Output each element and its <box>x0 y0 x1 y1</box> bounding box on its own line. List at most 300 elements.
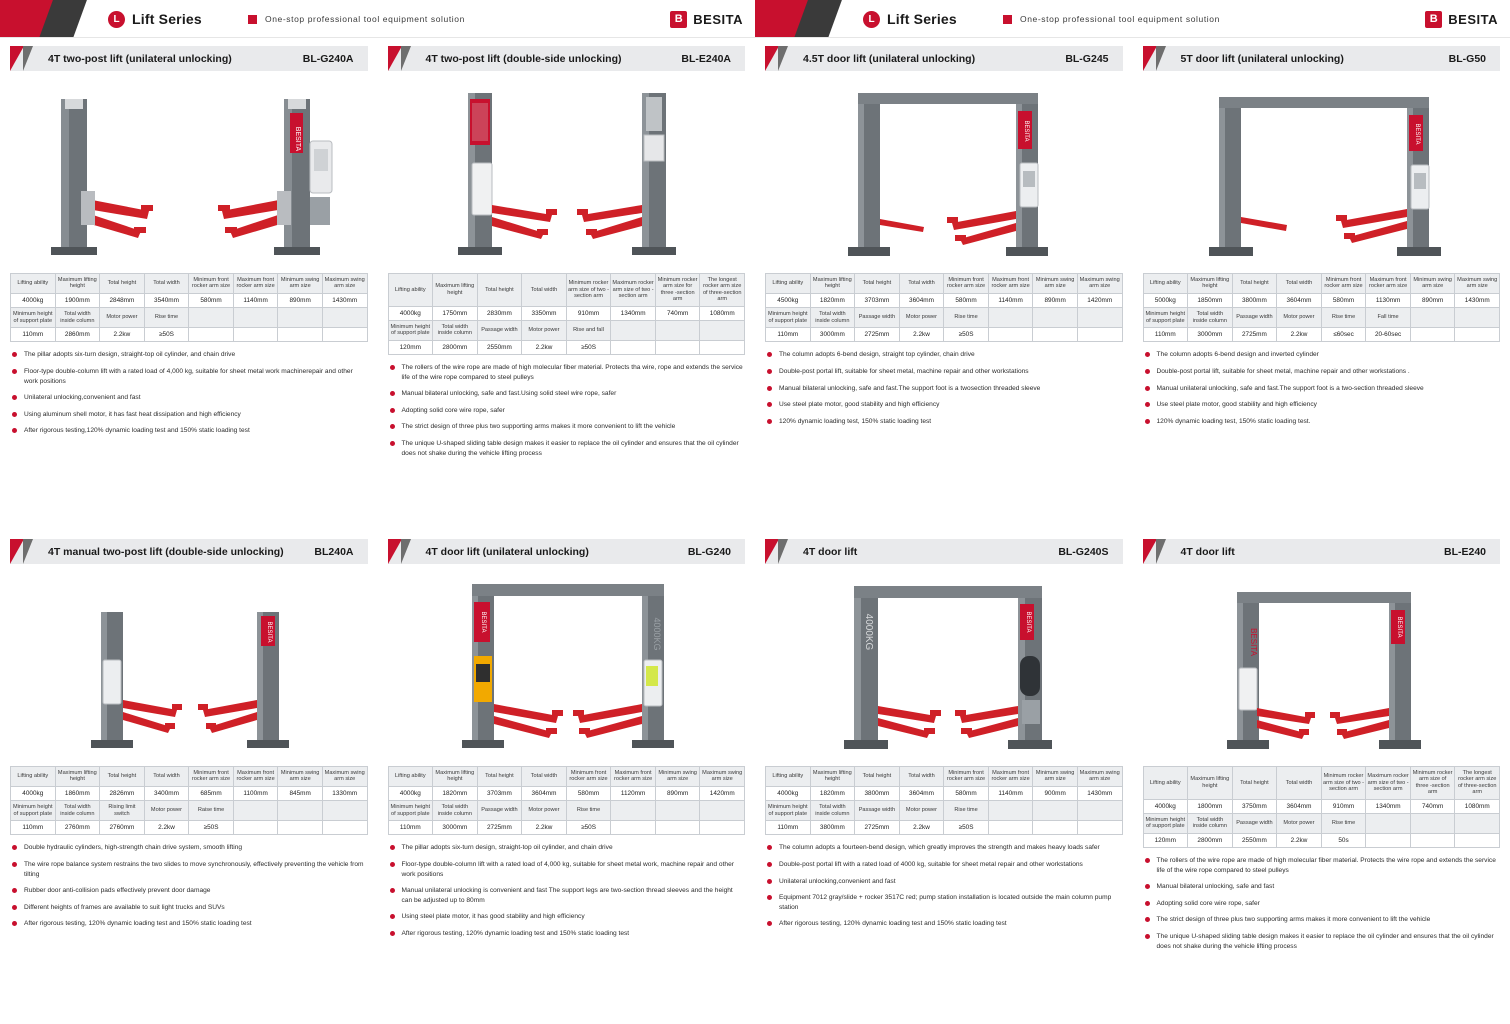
td: 1130mm <box>1366 293 1411 307</box>
table-row <box>766 328 1123 342</box>
list-item: 120% dynamic loading test, 150% static loading test <box>765 417 1123 427</box>
td: 2550mm <box>477 340 522 354</box>
th: Maximum lifting height <box>55 274 100 294</box>
table-row <box>766 293 1123 307</box>
td: 2.2kw <box>1277 833 1322 847</box>
th <box>233 801 278 821</box>
table-row <box>1143 274 1500 294</box>
th: Maximum swing arm size <box>1077 274 1122 294</box>
td: 890mm <box>278 293 323 307</box>
th: Total height <box>855 767 900 787</box>
th <box>611 801 656 821</box>
th: Total height <box>1232 767 1277 800</box>
svg-text:BESITA: BESITA <box>1414 123 1421 145</box>
td: 1750mm <box>433 306 478 320</box>
td: 3800mm <box>1232 293 1277 307</box>
list-item: Unilateral unlocking,convenient and fast <box>10 393 368 403</box>
th: Minimum height of support plate <box>11 308 56 328</box>
th: Passage width <box>1232 308 1277 328</box>
th: Maximum lifting height <box>810 274 855 294</box>
list-item: The wire rope balance system restrains the two slides to move synchronously, effectively preventing the vehicle from tilting <box>10 860 368 879</box>
td: 2.2kw <box>144 821 189 835</box>
td: 2800mm <box>1188 833 1233 847</box>
list-item: Use steel plate motor, good stability and high efficiency <box>765 400 1123 410</box>
header-title: Lift Series <box>132 11 202 27</box>
td: 580mm <box>189 293 234 307</box>
td: 2.2kw <box>522 821 567 835</box>
page-header-left <box>0 0 755 38</box>
spec-table <box>388 273 746 355</box>
td: 910mm <box>1321 799 1366 813</box>
th: Total width inside column <box>55 308 100 328</box>
td: 890mm <box>1033 293 1078 307</box>
table-row <box>1143 767 1500 800</box>
th: Maximum swing arm size <box>700 767 745 787</box>
feature-list <box>1143 856 1501 951</box>
th: Minimum front rocker arm size <box>944 767 989 787</box>
th: Lifting ability <box>388 767 433 787</box>
product-title: 4T two-post lift (unilateral unlocking) <box>48 52 232 65</box>
svg-text:4000KG: 4000KG <box>652 617 663 651</box>
product-image <box>10 570 368 762</box>
list-item: Manual bilateral unlocking, safe and fast <box>1143 882 1501 892</box>
td: 110mm <box>766 821 811 835</box>
th: Passage width <box>855 801 900 821</box>
td: 580mm <box>566 786 611 800</box>
th: Passage width <box>1232 814 1277 834</box>
td: 2760mm <box>100 821 145 835</box>
list-item: The rollers of the wire rope are made of high molecular fiber material. Protects tha wire, rope and extends the service life of the wire rope compared to steel pulleys <box>388 363 746 382</box>
td: 3000mm <box>810 328 855 342</box>
td <box>700 340 745 354</box>
th: Maximum front rocker arm size <box>1366 274 1411 294</box>
door-lift-illustration <box>784 79 1104 269</box>
td: 580mm <box>944 293 989 307</box>
title-flag-icon <box>388 539 418 564</box>
td: 3350mm <box>522 306 567 320</box>
th <box>1033 308 1078 328</box>
th <box>700 801 745 821</box>
th: Lifting ability <box>766 274 811 294</box>
td <box>655 821 700 835</box>
th: Raise time <box>189 801 234 821</box>
td <box>233 328 278 342</box>
th: Rise time <box>944 801 989 821</box>
list-item: The unique U-shaped sliding table design makes it easier to replace the oil cylinder and ensures that the oil cylinder does not shake during the vehicle lifting process <box>388 439 746 458</box>
door-lift-illustration <box>406 572 726 762</box>
th: Rise time <box>1321 308 1366 328</box>
td: 740mm <box>655 306 700 320</box>
td: 2760mm <box>55 821 100 835</box>
list-item: Floor-type double-column lift with a rated load of 4,000 kg, suitable for sheet metal work machinerepair and other work positions <box>10 367 368 386</box>
th: Minimum height of support plate <box>1143 814 1188 834</box>
td: 1140mm <box>233 293 278 307</box>
table-row <box>388 306 745 320</box>
th <box>278 308 323 328</box>
td: ≥50S <box>944 328 989 342</box>
table-row <box>1143 293 1500 307</box>
th <box>988 308 1033 328</box>
th: Total width inside column <box>55 801 100 821</box>
product-image <box>388 570 746 762</box>
td: 3604mm <box>899 293 944 307</box>
td: 1800mm <box>1188 799 1233 813</box>
td: 2725mm <box>477 821 522 835</box>
td: 1080mm <box>1455 799 1500 813</box>
th: Motor power <box>522 321 567 341</box>
th: Total width inside column <box>433 801 478 821</box>
td: 4000kg <box>11 786 56 800</box>
product-model: BL-G240S <box>1058 545 1109 558</box>
td: 1340mm <box>1366 799 1411 813</box>
two-post-lift-illustration <box>406 79 726 269</box>
th <box>1455 308 1500 328</box>
th <box>233 308 278 328</box>
td: 2860mm <box>55 328 100 342</box>
td: 2550mm <box>1232 833 1277 847</box>
th: Maximum lifting height <box>1188 767 1233 800</box>
feature-list <box>10 350 368 435</box>
product-model: BL-G240A <box>302 52 354 65</box>
th: Total width <box>144 767 189 787</box>
list-item: Manual unilateral unlocking, safe and fast.The support foot is a two-section threaded sleeve <box>1143 384 1501 394</box>
th: Minimum front rocker arm size <box>1321 274 1366 294</box>
spec-table <box>10 273 368 342</box>
th: Total width inside column <box>810 801 855 821</box>
td: 2.2kw <box>1277 328 1322 342</box>
product-title-bar <box>765 539 1123 564</box>
td: 1850mm <box>1188 293 1233 307</box>
spec-table <box>765 273 1123 342</box>
th: Maximum lifting height <box>433 274 478 307</box>
td: 1100mm <box>233 786 278 800</box>
product-card <box>1133 38 1510 531</box>
td: 120mm <box>388 340 433 354</box>
besita-mark-icon <box>1425 11 1442 28</box>
td: 3750mm <box>1232 799 1277 813</box>
product-title: 4.5T door lift (unilateral unlocking) <box>803 52 976 65</box>
spec-table <box>1143 766 1501 848</box>
list-item: After rigorous testing, 120% dynamic loading test and 150% static loading test <box>765 919 1123 929</box>
td: 3604mm <box>899 786 944 800</box>
th: Maximum front rocker arm size <box>988 274 1033 294</box>
table-row <box>11 274 368 294</box>
td: ≥50S <box>566 821 611 835</box>
table-row <box>11 801 368 821</box>
th: Lifting ability <box>11 767 56 787</box>
door-lift-illustration <box>1161 79 1481 269</box>
th: Maximum swing arm size <box>1077 767 1122 787</box>
td: 2.2kw <box>100 328 145 342</box>
th: Rise time <box>944 308 989 328</box>
list-item: Double-post portal lift, suitable for sheet metal, machine repair and other workstations <box>765 367 1123 377</box>
svg-text:BESITA: BESITA <box>1396 616 1403 638</box>
th <box>278 801 323 821</box>
door-lift-illustration <box>784 572 1104 762</box>
th: Motor power <box>144 801 189 821</box>
td: 1120mm <box>611 786 656 800</box>
th <box>1077 308 1122 328</box>
product-title: 4T door lift <box>1180 545 1235 558</box>
td: 20-60sec <box>1366 328 1411 342</box>
td: 1330mm <box>322 786 367 800</box>
list-item: After rigorous testing,120% dynamic loading test and 150% static loading test <box>10 426 368 436</box>
td <box>1410 328 1455 342</box>
th: Total width inside column <box>1188 814 1233 834</box>
th: Lifting ability <box>388 274 433 307</box>
th: Motor power <box>1277 308 1322 328</box>
th: Total height <box>100 274 145 294</box>
brand-name: BESITA <box>1448 11 1498 27</box>
product-image <box>765 77 1123 269</box>
feature-list <box>765 843 1123 928</box>
th: Passage width <box>477 801 522 821</box>
title-flag-icon <box>388 46 418 71</box>
th: Maximum rocker arm size of two -section arm <box>1366 767 1411 800</box>
th: Total width <box>1277 767 1322 800</box>
th: Maximum front rocker arm size <box>611 767 656 787</box>
th: Minimum height of support plate <box>766 308 811 328</box>
list-item: After rigorous testing, 120% dynamic loading test and 150% static loading test <box>10 919 368 929</box>
th: Fall time <box>1366 308 1411 328</box>
table-row <box>11 786 368 800</box>
th <box>1455 814 1500 834</box>
product-title: 4T door lift <box>803 545 858 558</box>
lift-badge-icon: L <box>108 11 125 28</box>
feature-list <box>388 843 746 938</box>
td <box>988 821 1033 835</box>
th: Minimum swing arm size <box>1033 274 1078 294</box>
table-row <box>388 786 745 800</box>
td <box>322 328 367 342</box>
th <box>1410 308 1455 328</box>
th: Total width inside column <box>433 321 478 341</box>
th: Total width <box>522 274 567 307</box>
td: ≥50S <box>566 340 611 354</box>
th: The longest rocker arm size of three-section arm <box>700 274 745 307</box>
product-model: BL240A <box>314 545 354 558</box>
product-model: BL-G50 <box>1448 52 1486 65</box>
td <box>278 821 323 835</box>
table-row <box>1143 814 1500 834</box>
table-row <box>388 274 745 307</box>
td: 3604mm <box>1277 293 1322 307</box>
th: Maximum lifting height <box>810 767 855 787</box>
th: Minimum rocker arm size of two -section arm <box>1321 767 1366 800</box>
td: 890mm <box>655 786 700 800</box>
product-card <box>755 38 1133 531</box>
td: 2725mm <box>855 821 900 835</box>
td: 685mm <box>189 786 234 800</box>
list-item: The unique U-shaped sliding table design makes it easier to replace the oil cylinder and ensures that the oil cylinder does not shake during the vehicle lifting process <box>1143 932 1501 951</box>
product-card <box>755 531 1133 1024</box>
th: Total height <box>477 274 522 307</box>
table-row <box>11 767 368 787</box>
td: 3400mm <box>144 786 189 800</box>
th: Maximum lifting height <box>55 767 100 787</box>
brand-logo <box>670 0 743 38</box>
list-item: The column adopts 6-bend design and inverted cylinder <box>1143 350 1501 360</box>
th: Minimum rocker arm size for three -section arm <box>655 274 700 307</box>
th <box>988 801 1033 821</box>
list-item: Equipment 7012 gray/slide + rocker 3517C red; pump station installation is located outside the main column pump station <box>765 893 1123 912</box>
table-row <box>388 801 745 821</box>
page-header-right <box>755 0 1510 38</box>
th: Minimum height of support plate <box>1143 308 1188 328</box>
th: Total height <box>477 767 522 787</box>
product-title: 5T door lift (unilateral unlocking) <box>1180 52 1344 65</box>
td: 1430mm <box>1077 786 1122 800</box>
th: Minimum rocker arm size of two -section arm <box>566 274 611 307</box>
th <box>322 308 367 328</box>
th <box>611 321 656 341</box>
th: Maximum swing arm size <box>1455 274 1500 294</box>
list-item: Double-post portal lift with a rated load of 4000 kg, suitable for sheet metal repair and other workstations <box>765 860 1123 870</box>
th <box>1366 814 1411 834</box>
td: 3703mm <box>477 786 522 800</box>
td: 2826mm <box>100 786 145 800</box>
list-item: Use steel plate motor, good stability and high efficiency <box>1143 400 1501 410</box>
td: ≥50S <box>144 328 189 342</box>
td <box>1033 328 1078 342</box>
product-title: 4T door lift (unilateral unlocking) <box>425 545 589 558</box>
product-title: 4T two-post lift (double-side unlocking) <box>425 52 622 65</box>
title-flag-icon <box>10 46 40 71</box>
th: Minimum swing arm size <box>1410 274 1455 294</box>
th <box>1077 801 1122 821</box>
td <box>1077 821 1122 835</box>
table-row <box>388 821 745 835</box>
lift-badge-icon: L <box>863 11 880 28</box>
td: 110mm <box>1143 328 1188 342</box>
list-item: Manual bilateral unlocking, safe and fast.The support foot is a twosection threaded sleeve <box>765 384 1123 394</box>
list-item: Floor-type double-column lift with a rated load of 4,000 kg, suitable for sheet metal work, machine repair and other work positions <box>388 860 746 879</box>
td <box>1077 328 1122 342</box>
table-row <box>11 308 368 328</box>
td: 580mm <box>1321 293 1366 307</box>
td: 4000kg <box>1143 799 1188 813</box>
product-card <box>1133 531 1510 1024</box>
svg-text:BESITA: BESITA <box>1022 120 1029 142</box>
td: 2.2kw <box>522 340 567 354</box>
th: Total width <box>899 767 944 787</box>
title-flag-icon <box>10 539 40 564</box>
th: Maximum swing arm size <box>322 274 367 294</box>
td <box>278 328 323 342</box>
th: Total width inside column <box>1188 308 1233 328</box>
svg-text:BESITA: BESITA <box>293 126 301 152</box>
table-row <box>1143 799 1500 813</box>
th <box>655 321 700 341</box>
td: 3540mm <box>144 293 189 307</box>
svg-text:4000KG: 4000KG <box>862 613 874 651</box>
list-item: The column adopts a fourteen-bend design, which greatly improves the strength and makes heavy loads safer <box>765 843 1123 853</box>
th: Maximum swing arm size <box>322 767 367 787</box>
th <box>700 321 745 341</box>
th: Minimum front rocker arm size <box>189 767 234 787</box>
door-lift-illustration <box>1161 572 1481 762</box>
td: 50s <box>1321 833 1366 847</box>
header-slogan: One-stop professional tool equipment solution <box>265 14 465 24</box>
spec-table <box>1143 273 1501 342</box>
brand-logo <box>1425 0 1498 38</box>
td: 1430mm <box>1455 293 1500 307</box>
td: ≥50S <box>944 821 989 835</box>
th: Rise time <box>144 308 189 328</box>
table-row <box>766 308 1123 328</box>
list-item: The strict design of three plus two supporting arms makes it more convenient to lift the vehicle <box>388 422 746 432</box>
product-image <box>765 570 1123 762</box>
list-item: Adopting solid core wire rope, safer <box>1143 899 1501 909</box>
td <box>611 821 656 835</box>
product-model: BL-G245 <box>1065 52 1109 65</box>
td: 2848mm <box>100 293 145 307</box>
table-row <box>11 328 368 342</box>
list-item: The strict design of three plus two supporting arms makes it more convenient to lift the vehicle <box>1143 915 1501 925</box>
td: ≥50S <box>189 821 234 835</box>
product-title-bar <box>1143 539 1501 564</box>
th: Lifting ability <box>1143 767 1188 800</box>
table-row <box>388 767 745 787</box>
list-item: Double hydraulic cylinders, high-strength chain drive system, smooth lifting <box>10 843 368 853</box>
td: 1430mm <box>322 293 367 307</box>
product-image <box>10 77 368 269</box>
td: 1080mm <box>700 306 745 320</box>
th: The longest rocker arm size of three-section arm <box>1455 767 1500 800</box>
feature-list <box>10 843 368 928</box>
feature-list <box>1143 350 1501 426</box>
th: Motor power <box>100 308 145 328</box>
th: Motor power <box>1277 814 1322 834</box>
td: 890mm <box>1410 293 1455 307</box>
feature-list <box>388 363 746 458</box>
svg-text:BESITA: BESITA <box>1249 628 1259 656</box>
td: 110mm <box>766 328 811 342</box>
td: 2725mm <box>1232 328 1277 342</box>
td: 1900mm <box>55 293 100 307</box>
td: 1820mm <box>810 786 855 800</box>
table-row <box>1143 833 1500 847</box>
list-item: The pillar adopts six-turn design, straight-top oil cylinder, and chain drive <box>388 843 746 853</box>
td: 1420mm <box>1077 293 1122 307</box>
td <box>1410 833 1455 847</box>
product-model: BL-E240 <box>1443 545 1486 558</box>
header-title: Lift Series <box>887 11 957 27</box>
th: Maximum lifting height <box>1188 274 1233 294</box>
td: ≤60sec <box>1321 328 1366 342</box>
list-item: Different heights of frames are available to suit light trucks and SUVs <box>10 903 368 913</box>
table-row <box>766 274 1123 294</box>
th: Motor power <box>899 308 944 328</box>
td <box>1033 821 1078 835</box>
th: Passage width <box>855 308 900 328</box>
td: 2800mm <box>433 340 478 354</box>
th: Lifting ability <box>1143 274 1188 294</box>
table-row <box>11 293 368 307</box>
th: Minimum height of support plate <box>388 801 433 821</box>
product-title-bar <box>388 46 746 71</box>
title-flag-icon <box>765 539 795 564</box>
th <box>1410 814 1455 834</box>
spec-table <box>388 766 746 835</box>
th: Minimum height of support plate <box>388 321 433 341</box>
th: Minimum swing arm size <box>278 767 323 787</box>
product-card <box>378 38 756 531</box>
title-flag-icon <box>1143 46 1173 71</box>
product-model: BL-G240 <box>687 545 731 558</box>
td <box>988 328 1033 342</box>
td: 1140mm <box>988 786 1033 800</box>
